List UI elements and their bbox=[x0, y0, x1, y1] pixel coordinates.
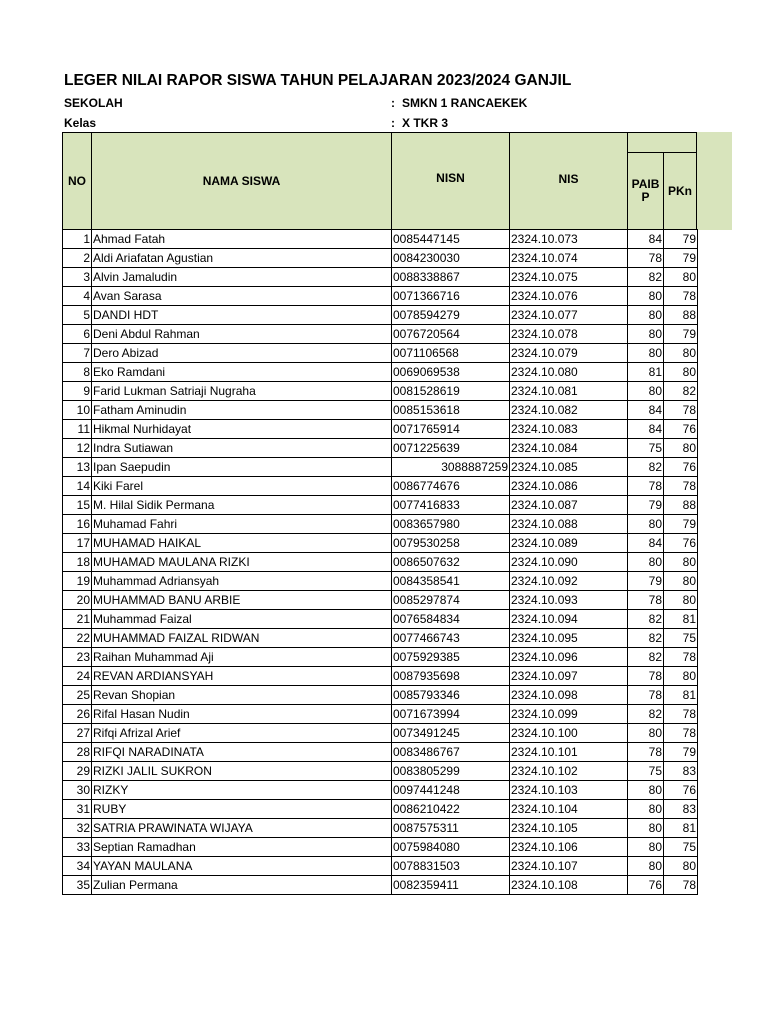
cell-nisn: 0085153618 bbox=[392, 401, 510, 420]
cell-nisn: 0085793346 bbox=[392, 686, 510, 705]
cell-nis: 2324.10.103 bbox=[510, 781, 628, 800]
cell-nisn: 0077466743 bbox=[392, 629, 510, 648]
table-row bbox=[63, 534, 698, 553]
cell-pkn: 76 bbox=[664, 534, 698, 553]
table-row bbox=[63, 287, 698, 306]
cell-no: 10 bbox=[63, 401, 92, 420]
cell-paib: 78 bbox=[628, 743, 664, 762]
cell-name: Muhammad Faizal bbox=[92, 610, 392, 629]
cell-pkn: 78 bbox=[664, 648, 698, 667]
cell-nis: 2324.10.092 bbox=[510, 572, 628, 591]
cell-nisn: 0082359411 bbox=[392, 876, 510, 895]
cell-nisn: 0071366716 bbox=[392, 287, 510, 306]
cell-name: Kiki Farel bbox=[92, 477, 392, 496]
table-row bbox=[63, 876, 698, 895]
cell-nis: 2324.10.074 bbox=[510, 249, 628, 268]
cell-nis: 2324.10.102 bbox=[510, 762, 628, 781]
cell-nis: 2324.10.076 bbox=[510, 287, 628, 306]
header-pkn: PKn bbox=[663, 152, 697, 230]
cell-pkn: 76 bbox=[664, 420, 698, 439]
cell-name: RIZKI JALIL SUKRON bbox=[92, 762, 392, 781]
cell-nisn: 0085447145 bbox=[392, 230, 510, 249]
table-row bbox=[63, 401, 698, 420]
cell-paib: 84 bbox=[628, 230, 664, 249]
cell-nisn: 0087575311 bbox=[392, 819, 510, 838]
cell-no: 24 bbox=[63, 667, 92, 686]
table-row bbox=[63, 610, 698, 629]
cell-nis: 2324.10.077 bbox=[510, 306, 628, 325]
school-colon: : bbox=[391, 96, 395, 110]
table-row bbox=[63, 800, 698, 819]
cell-no: 4 bbox=[63, 287, 92, 306]
cell-paib: 80 bbox=[628, 382, 664, 401]
cell-no: 18 bbox=[63, 553, 92, 572]
cell-nisn: 0083657980 bbox=[392, 515, 510, 534]
cell-pkn: 82 bbox=[664, 382, 698, 401]
cell-nis: 2324.10.075 bbox=[510, 268, 628, 287]
cell-no: 29 bbox=[63, 762, 92, 781]
cell-pkn: 88 bbox=[664, 496, 698, 515]
cell-pkn: 78 bbox=[664, 401, 698, 420]
cell-pkn: 83 bbox=[664, 800, 698, 819]
document-title: LEGER NILAI RAPOR SISWA TAHUN PELAJARAN 2023/2024 GANJIL bbox=[64, 72, 572, 89]
cell-nis: 2324.10.078 bbox=[510, 325, 628, 344]
cell-pkn: 78 bbox=[664, 287, 698, 306]
cell-name: Revan Shopian bbox=[92, 686, 392, 705]
cell-pkn: 75 bbox=[664, 838, 698, 857]
cell-paib: 78 bbox=[628, 249, 664, 268]
cell-name: Rifqi Afrizal Arief bbox=[92, 724, 392, 743]
cell-pkn: 80 bbox=[664, 572, 698, 591]
cell-nis: 2324.10.090 bbox=[510, 553, 628, 572]
cell-no: 16 bbox=[63, 515, 92, 534]
cell-nisn: 0081528619 bbox=[392, 382, 510, 401]
cell-no: 22 bbox=[63, 629, 92, 648]
cell-paib: 80 bbox=[628, 515, 664, 534]
cell-nisn: 0084358541 bbox=[392, 572, 510, 591]
cell-name: MUHAMMAD BANU ARBIE bbox=[92, 591, 392, 610]
cell-name: Ipan Saepudin bbox=[92, 458, 392, 477]
cell-paib: 80 bbox=[628, 325, 664, 344]
cell-paib: 78 bbox=[628, 591, 664, 610]
cell-paib: 80 bbox=[628, 287, 664, 306]
cell-name: MUHAMAD HAIKAL bbox=[92, 534, 392, 553]
cell-no: 25 bbox=[63, 686, 92, 705]
cell-no: 2 bbox=[63, 249, 92, 268]
table-row bbox=[63, 743, 698, 762]
header-nis: NIS bbox=[509, 132, 628, 230]
cell-no: 27 bbox=[63, 724, 92, 743]
school-value: SMKN 1 RANCAEKEK bbox=[402, 96, 528, 110]
class-colon: : bbox=[391, 116, 395, 130]
cell-nis: 2324.10.095 bbox=[510, 629, 628, 648]
cell-name: Hikmal Nurhidayat bbox=[92, 420, 392, 439]
cell-nis: 2324.10.081 bbox=[510, 382, 628, 401]
table-row bbox=[63, 458, 698, 477]
cell-pkn: 78 bbox=[664, 724, 698, 743]
cell-paib: 82 bbox=[628, 705, 664, 724]
cell-paib: 80 bbox=[628, 781, 664, 800]
cell-nisn: 0078594279 bbox=[392, 306, 510, 325]
cell-name: SATRIA PRAWINATA WIJAYA bbox=[92, 819, 392, 838]
cell-nisn: 0071765914 bbox=[392, 420, 510, 439]
cell-no: 14 bbox=[63, 477, 92, 496]
cell-no: 9 bbox=[63, 382, 92, 401]
cell-pkn: 78 bbox=[664, 477, 698, 496]
table-row bbox=[63, 591, 698, 610]
cell-nis: 2324.10.089 bbox=[510, 534, 628, 553]
cell-no: 20 bbox=[63, 591, 92, 610]
cell-paib: 80 bbox=[628, 553, 664, 572]
cell-nis: 2324.10.101 bbox=[510, 743, 628, 762]
table-row bbox=[63, 439, 698, 458]
cell-paib: 80 bbox=[628, 819, 664, 838]
table-row bbox=[63, 477, 698, 496]
cell-pkn: 78 bbox=[664, 705, 698, 724]
cell-name: RUBY bbox=[92, 800, 392, 819]
cell-name: Aldi Ariafatan Agustian bbox=[92, 249, 392, 268]
cell-name: Indra Sutiawan bbox=[92, 439, 392, 458]
cell-no: 19 bbox=[63, 572, 92, 591]
cell-no: 1 bbox=[63, 230, 92, 249]
cell-paib: 78 bbox=[628, 477, 664, 496]
cell-pkn: 76 bbox=[664, 458, 698, 477]
cell-name: Rifal Hasan Nudin bbox=[92, 705, 392, 724]
table-row bbox=[63, 572, 698, 591]
table-row bbox=[63, 363, 698, 382]
cell-nis: 2324.10.083 bbox=[510, 420, 628, 439]
cell-no: 31 bbox=[63, 800, 92, 819]
cell-nis: 2324.10.085 bbox=[510, 458, 628, 477]
cell-nisn: 0071225639 bbox=[392, 439, 510, 458]
cell-nisn: 0085297874 bbox=[392, 591, 510, 610]
cell-paib: 80 bbox=[628, 344, 664, 363]
cell-name: MUHAMAD MAULANA RIZKI bbox=[92, 553, 392, 572]
cell-nis: 2324.10.097 bbox=[510, 667, 628, 686]
cell-paib: 82 bbox=[628, 458, 664, 477]
cell-name: Deni Abdul Rahman bbox=[92, 325, 392, 344]
cell-no: 35 bbox=[63, 876, 92, 895]
cell-paib: 82 bbox=[628, 629, 664, 648]
grades-table bbox=[62, 229, 698, 895]
table-row bbox=[63, 306, 698, 325]
cell-nis: 2324.10.096 bbox=[510, 648, 628, 667]
cell-no: 7 bbox=[63, 344, 92, 363]
cell-name: Raihan Muhammad Aji bbox=[92, 648, 392, 667]
cell-nisn: 0078831503 bbox=[392, 857, 510, 876]
cell-nis: 2324.10.080 bbox=[510, 363, 628, 382]
cell-no: 26 bbox=[63, 705, 92, 724]
cell-pkn: 80 bbox=[664, 344, 698, 363]
cell-pkn: 80 bbox=[664, 667, 698, 686]
cell-nisn: 0075984080 bbox=[392, 838, 510, 857]
header-paibp: PAIB P bbox=[627, 152, 664, 230]
table-row bbox=[63, 249, 698, 268]
cell-paib: 82 bbox=[628, 268, 664, 287]
cell-paib: 84 bbox=[628, 420, 664, 439]
cell-nis: 2324.10.106 bbox=[510, 838, 628, 857]
cell-name: YAYAN MAULANA bbox=[92, 857, 392, 876]
cell-pkn: 81 bbox=[664, 686, 698, 705]
cell-paib: 80 bbox=[628, 838, 664, 857]
table-row bbox=[63, 838, 698, 857]
cell-paib: 82 bbox=[628, 610, 664, 629]
cell-name: Farid Lukman Satriaji Nugraha bbox=[92, 382, 392, 401]
cell-no: 17 bbox=[63, 534, 92, 553]
cell-nisn: 0076720564 bbox=[392, 325, 510, 344]
cell-pkn: 79 bbox=[664, 743, 698, 762]
table-row bbox=[63, 819, 698, 838]
cell-no: 5 bbox=[63, 306, 92, 325]
header-no: NO bbox=[62, 132, 92, 230]
cell-no: 23 bbox=[63, 648, 92, 667]
cell-pkn: 80 bbox=[664, 268, 698, 287]
cell-paib: 84 bbox=[628, 401, 664, 420]
cell-nisn: 0076584834 bbox=[392, 610, 510, 629]
cell-pkn: 76 bbox=[664, 781, 698, 800]
class-value: X TKR 3 bbox=[402, 116, 449, 130]
cell-paib: 81 bbox=[628, 363, 664, 382]
cell-name: REVAN ARDIANSYAH bbox=[92, 667, 392, 686]
cell-nisn: 0083486767 bbox=[392, 743, 510, 762]
table-row bbox=[63, 667, 698, 686]
cell-pkn: 78 bbox=[664, 876, 698, 895]
cell-nisn: 3088887259 bbox=[392, 458, 510, 477]
cell-no: 15 bbox=[63, 496, 92, 515]
cell-paib: 75 bbox=[628, 762, 664, 781]
cell-paib: 84 bbox=[628, 534, 664, 553]
cell-name: Dero Abizad bbox=[92, 344, 392, 363]
cell-no: 34 bbox=[63, 857, 92, 876]
table-row bbox=[63, 496, 698, 515]
table-row bbox=[63, 553, 698, 572]
header-name: NAMA SISWA bbox=[91, 132, 392, 230]
cell-nis: 2324.10.108 bbox=[510, 876, 628, 895]
cell-no: 32 bbox=[63, 819, 92, 838]
cell-nis: 2324.10.093 bbox=[510, 591, 628, 610]
cell-nis: 2324.10.104 bbox=[510, 800, 628, 819]
cell-no: 11 bbox=[63, 420, 92, 439]
cell-name: RIFQI NARADINATA bbox=[92, 743, 392, 762]
header-nisn: NISN bbox=[391, 132, 510, 230]
cell-nis: 2324.10.073 bbox=[510, 230, 628, 249]
table-row bbox=[63, 686, 698, 705]
cell-nis: 2324.10.086 bbox=[510, 477, 628, 496]
cell-pkn: 81 bbox=[664, 610, 698, 629]
table-row bbox=[63, 382, 698, 401]
table-row bbox=[63, 857, 698, 876]
table-row bbox=[63, 724, 698, 743]
cell-pkn: 79 bbox=[664, 230, 698, 249]
cell-pkn: 79 bbox=[664, 515, 698, 534]
cell-no: 3 bbox=[63, 268, 92, 287]
cell-pkn: 81 bbox=[664, 819, 698, 838]
cell-nis: 2324.10.107 bbox=[510, 857, 628, 876]
cell-name: MUHAMMAD FAIZAL RIDWAN bbox=[92, 629, 392, 648]
cell-nis: 2324.10.094 bbox=[510, 610, 628, 629]
cell-pkn: 83 bbox=[664, 762, 698, 781]
cell-name: M. Hilal Sidik Permana bbox=[92, 496, 392, 515]
cell-nis: 2324.10.087 bbox=[510, 496, 628, 515]
table-row bbox=[63, 781, 698, 800]
cell-nisn: 0073491245 bbox=[392, 724, 510, 743]
table-row bbox=[63, 230, 698, 249]
cell-nisn: 0079530258 bbox=[392, 534, 510, 553]
cell-pkn: 80 bbox=[664, 363, 698, 382]
cell-nisn: 0088338867 bbox=[392, 268, 510, 287]
cell-paib: 80 bbox=[628, 857, 664, 876]
school-label: SEKOLAH bbox=[64, 96, 123, 110]
cell-name: Alvin Jamaludin bbox=[92, 268, 392, 287]
cell-pkn: 80 bbox=[664, 857, 698, 876]
cell-no: 33 bbox=[63, 838, 92, 857]
cell-pkn: 80 bbox=[664, 591, 698, 610]
cell-nis: 2324.10.084 bbox=[510, 439, 628, 458]
cell-paib: 76 bbox=[628, 876, 664, 895]
cell-pkn: 79 bbox=[664, 325, 698, 344]
cell-nisn: 0086507632 bbox=[392, 553, 510, 572]
cell-paib: 80 bbox=[628, 306, 664, 325]
cell-no: 30 bbox=[63, 781, 92, 800]
cell-nis: 2324.10.100 bbox=[510, 724, 628, 743]
cell-nisn: 0071673994 bbox=[392, 705, 510, 724]
cell-paib: 79 bbox=[628, 496, 664, 515]
cell-name: Zulian Permana bbox=[92, 876, 392, 895]
cell-nisn: 0097441248 bbox=[392, 781, 510, 800]
cell-nisn: 0069069538 bbox=[392, 363, 510, 382]
cell-nis: 2324.10.105 bbox=[510, 819, 628, 838]
cell-name: RIZKY bbox=[92, 781, 392, 800]
table-row bbox=[63, 420, 698, 439]
cell-name: Muhamad Fahri bbox=[92, 515, 392, 534]
cell-no: 13 bbox=[63, 458, 92, 477]
cell-paib: 78 bbox=[628, 667, 664, 686]
cell-pkn: 80 bbox=[664, 439, 698, 458]
cell-nisn: 0083805299 bbox=[392, 762, 510, 781]
cell-nisn: 0086774676 bbox=[392, 477, 510, 496]
table-row bbox=[63, 344, 698, 363]
table-row bbox=[63, 268, 698, 287]
cell-nis: 2324.10.082 bbox=[510, 401, 628, 420]
cell-pkn: 75 bbox=[664, 629, 698, 648]
table-row bbox=[63, 629, 698, 648]
cell-nis: 2324.10.088 bbox=[510, 515, 628, 534]
cell-nisn: 0071106568 bbox=[392, 344, 510, 363]
cell-no: 12 bbox=[63, 439, 92, 458]
cell-pkn: 79 bbox=[664, 249, 698, 268]
cell-nisn: 0077416833 bbox=[392, 496, 510, 515]
cell-nisn: 0084230030 bbox=[392, 249, 510, 268]
cell-nisn: 0075929385 bbox=[392, 648, 510, 667]
cell-name: Avan Sarasa bbox=[92, 287, 392, 306]
cell-paib: 75 bbox=[628, 439, 664, 458]
cell-no: 8 bbox=[63, 363, 92, 382]
header-extension bbox=[697, 132, 732, 230]
cell-pkn: 88 bbox=[664, 306, 698, 325]
cell-name: Ahmad Fatah bbox=[92, 230, 392, 249]
cell-paib: 80 bbox=[628, 800, 664, 819]
cell-pkn: 80 bbox=[664, 553, 698, 572]
cell-name: Septian Ramadhan bbox=[92, 838, 392, 857]
cell-no: 6 bbox=[63, 325, 92, 344]
cell-nis: 2324.10.099 bbox=[510, 705, 628, 724]
cell-paib: 78 bbox=[628, 686, 664, 705]
cell-name: Eko Ramdani bbox=[92, 363, 392, 382]
cell-no: 28 bbox=[63, 743, 92, 762]
table-row bbox=[63, 705, 698, 724]
cell-no: 21 bbox=[63, 610, 92, 629]
cell-name: DANDI HDT bbox=[92, 306, 392, 325]
cell-nis: 2324.10.098 bbox=[510, 686, 628, 705]
table-row bbox=[63, 515, 698, 534]
cell-paib: 82 bbox=[628, 648, 664, 667]
header-subject-group bbox=[627, 132, 697, 153]
cell-nisn: 0087935698 bbox=[392, 667, 510, 686]
table-row bbox=[63, 648, 698, 667]
cell-nisn: 0086210422 bbox=[392, 800, 510, 819]
cell-paib: 80 bbox=[628, 724, 664, 743]
class-label: Kelas bbox=[64, 116, 97, 130]
cell-nis: 2324.10.079 bbox=[510, 344, 628, 363]
cell-name: Fatham Aminudin bbox=[92, 401, 392, 420]
cell-paib: 79 bbox=[628, 572, 664, 591]
table-row bbox=[63, 325, 698, 344]
table-row bbox=[63, 762, 698, 781]
cell-name: Muhammad Adriansyah bbox=[92, 572, 392, 591]
